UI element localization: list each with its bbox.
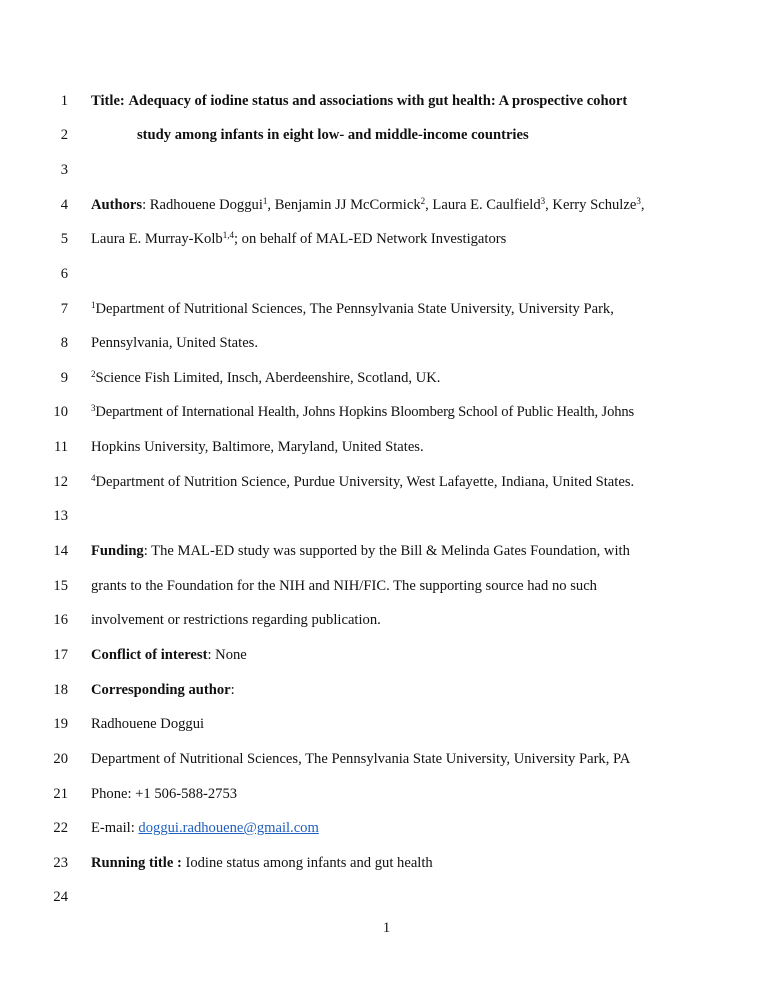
- corresponding-author-name: Radhouene Doggui: [91, 716, 205, 732]
- line-number: 22: [53, 820, 68, 836]
- affiliation-2: $^2$Science Fish Limited, Insch, Aberdeenshire, Scotland, UK.: [91, 369, 441, 386]
- line-number: 13: [53, 508, 68, 524]
- manuscript-line: [0, 541, 773, 561]
- author-affiliation-mark: 3: [540, 196, 546, 206]
- manuscript-line: [0, 610, 773, 630]
- line-number: 2: [60, 127, 68, 143]
- author-affiliation-mark: 1: [262, 196, 268, 206]
- manuscript-line: [0, 818, 773, 838]
- manuscript-line: [0, 91, 773, 111]
- affiliation-mark: 2: [91, 369, 96, 379]
- author-name: Laura E. Murray-Kolb: [91, 231, 223, 247]
- page-number: 1: [382, 920, 391, 936]
- funding-line-3: involvement or restrictions regarding publication.: [91, 612, 381, 628]
- manuscript-line: [0, 333, 773, 353]
- manuscript-line: [0, 402, 773, 422]
- title-line-1: [91, 91, 627, 111]
- running-title: Running title : Iodine status among infants and gut health: [91, 855, 433, 871]
- manuscript-line: [0, 645, 773, 665]
- manuscript-line: [0, 680, 773, 700]
- title-text: Adequacy of iodine status and associations with gut health: A prospective cohort: [128, 93, 628, 109]
- conflict-of-interest: Conflict of interest: None: [91, 647, 247, 663]
- affiliation-1: $^1$Department of Nutritional Sciences, The Pennsylvania State University, University Park,: [91, 300, 614, 317]
- author-affiliation-mark: 1,4: [222, 230, 234, 240]
- line-number: 14: [53, 543, 68, 559]
- affiliation-1-continued: Pennsylvania, United States.: [91, 335, 258, 351]
- line-number: 8: [60, 335, 68, 351]
- manuscript-line: [0, 472, 773, 492]
- manuscript-line: [0, 160, 773, 180]
- line-number: 19: [53, 716, 68, 732]
- line-number: 3: [60, 162, 68, 178]
- manuscript-line: [0, 264, 773, 284]
- author-name: Radhouene Doggui: [149, 197, 263, 213]
- email-link[interactable]: doggui.radhouene@gmail.com: [138, 820, 319, 836]
- manuscript-line: [0, 506, 773, 526]
- line-number: 6: [60, 266, 68, 282]
- manuscript-line: [0, 299, 773, 319]
- line-number: 16: [53, 612, 68, 628]
- author-name: Laura E. Caulfield: [432, 197, 541, 213]
- line-number: 24: [53, 889, 68, 905]
- line-number: 9: [60, 370, 68, 386]
- affiliation-3: $^3$Department of International Health, Johns Hopkins Bloomberg School of Public Health, Johns: [91, 403, 635, 420]
- title-text-continued: study among infants in eight low- and middle-income countries: [137, 127, 529, 143]
- manuscript-line: [0, 437, 773, 457]
- line-number: 18: [53, 682, 68, 698]
- line-number: 7: [60, 301, 68, 317]
- line-number: 17: [53, 647, 68, 663]
- running-title-label: Running title :: [91, 855, 182, 871]
- affiliation-mark: 4: [91, 473, 96, 483]
- funding-label: Funding: [91, 543, 144, 559]
- manuscript-line: [0, 125, 773, 145]
- manuscript-line: [0, 853, 773, 873]
- affiliation-4: $^4$Department of Nutrition Science, Purdue University, West Lafayette, Indiana, United States.: [91, 473, 635, 490]
- author-affiliation-mark: 2: [420, 196, 426, 206]
- line-number: 4: [60, 197, 68, 213]
- line-number: 20: [53, 751, 68, 767]
- authors-line-2: [91, 229, 506, 249]
- manuscript-line: [0, 749, 773, 769]
- affiliation-3-continued: Hopkins University, Baltimore, Maryland, United States.: [91, 439, 424, 455]
- manuscript-line: [0, 714, 773, 734]
- author-affiliation-mark: 3: [636, 196, 641, 206]
- corresponding-author-email: E-mail: doggui.radhouene@gmail.com: [91, 820, 319, 836]
- line-number: 23: [53, 855, 68, 871]
- corresponding-label: Corresponding author: [91, 682, 231, 698]
- funding-line-2: grants to the Foundation for the NIH and NIH/FIC. The supporting source had no such: [91, 578, 597, 594]
- manuscript-line: [0, 576, 773, 596]
- corresponding-author-department: Department of Nutritional Sciences, The Pennsylvania State University, University Park, PA: [91, 751, 631, 767]
- line-number: 5: [60, 231, 68, 247]
- title-label: Title:: [91, 93, 125, 109]
- corresponding-author-phone: Phone: +1 506-588-2753: [91, 786, 238, 802]
- author-name: Benjamin JJ McCormick: [274, 197, 421, 213]
- corresponding-author-heading: Corresponding author:: [91, 682, 235, 698]
- title-line-2: [137, 125, 529, 145]
- conflict-label: Conflict of interest: [91, 647, 208, 663]
- authors-trailer: ; on behalf of MAL-ED Network Investigators: [233, 231, 507, 247]
- manuscript-line: [0, 368, 773, 388]
- authors-label: Authors: [91, 197, 143, 213]
- manuscript-line: [0, 784, 773, 804]
- line-number: 15: [53, 578, 68, 594]
- manuscript-line: [0, 229, 773, 249]
- line-number: 12: [53, 474, 68, 490]
- manuscript-line: [0, 887, 773, 907]
- affiliation-mark: 3: [91, 403, 96, 413]
- funding-line-1: Funding: The MAL-ED study was supported by the Bill & Melinda Gates Foundation, with: [91, 543, 630, 559]
- line-number: 10: [53, 404, 68, 420]
- authors-line-1: Authors: Radhouene Doggui$^1$, Benjamin JJ McCormick$^2$, Laura E. Caulfield$^3$, Kerry Schulze$^3$,: [91, 196, 645, 213]
- affiliation-mark: 1: [91, 300, 96, 310]
- line-number: 21: [53, 786, 68, 802]
- line-number: 11: [53, 439, 68, 455]
- line-number: 1: [60, 93, 68, 109]
- author-name: Kerry Schulze: [552, 197, 637, 213]
- manuscript-line: [0, 195, 773, 215]
